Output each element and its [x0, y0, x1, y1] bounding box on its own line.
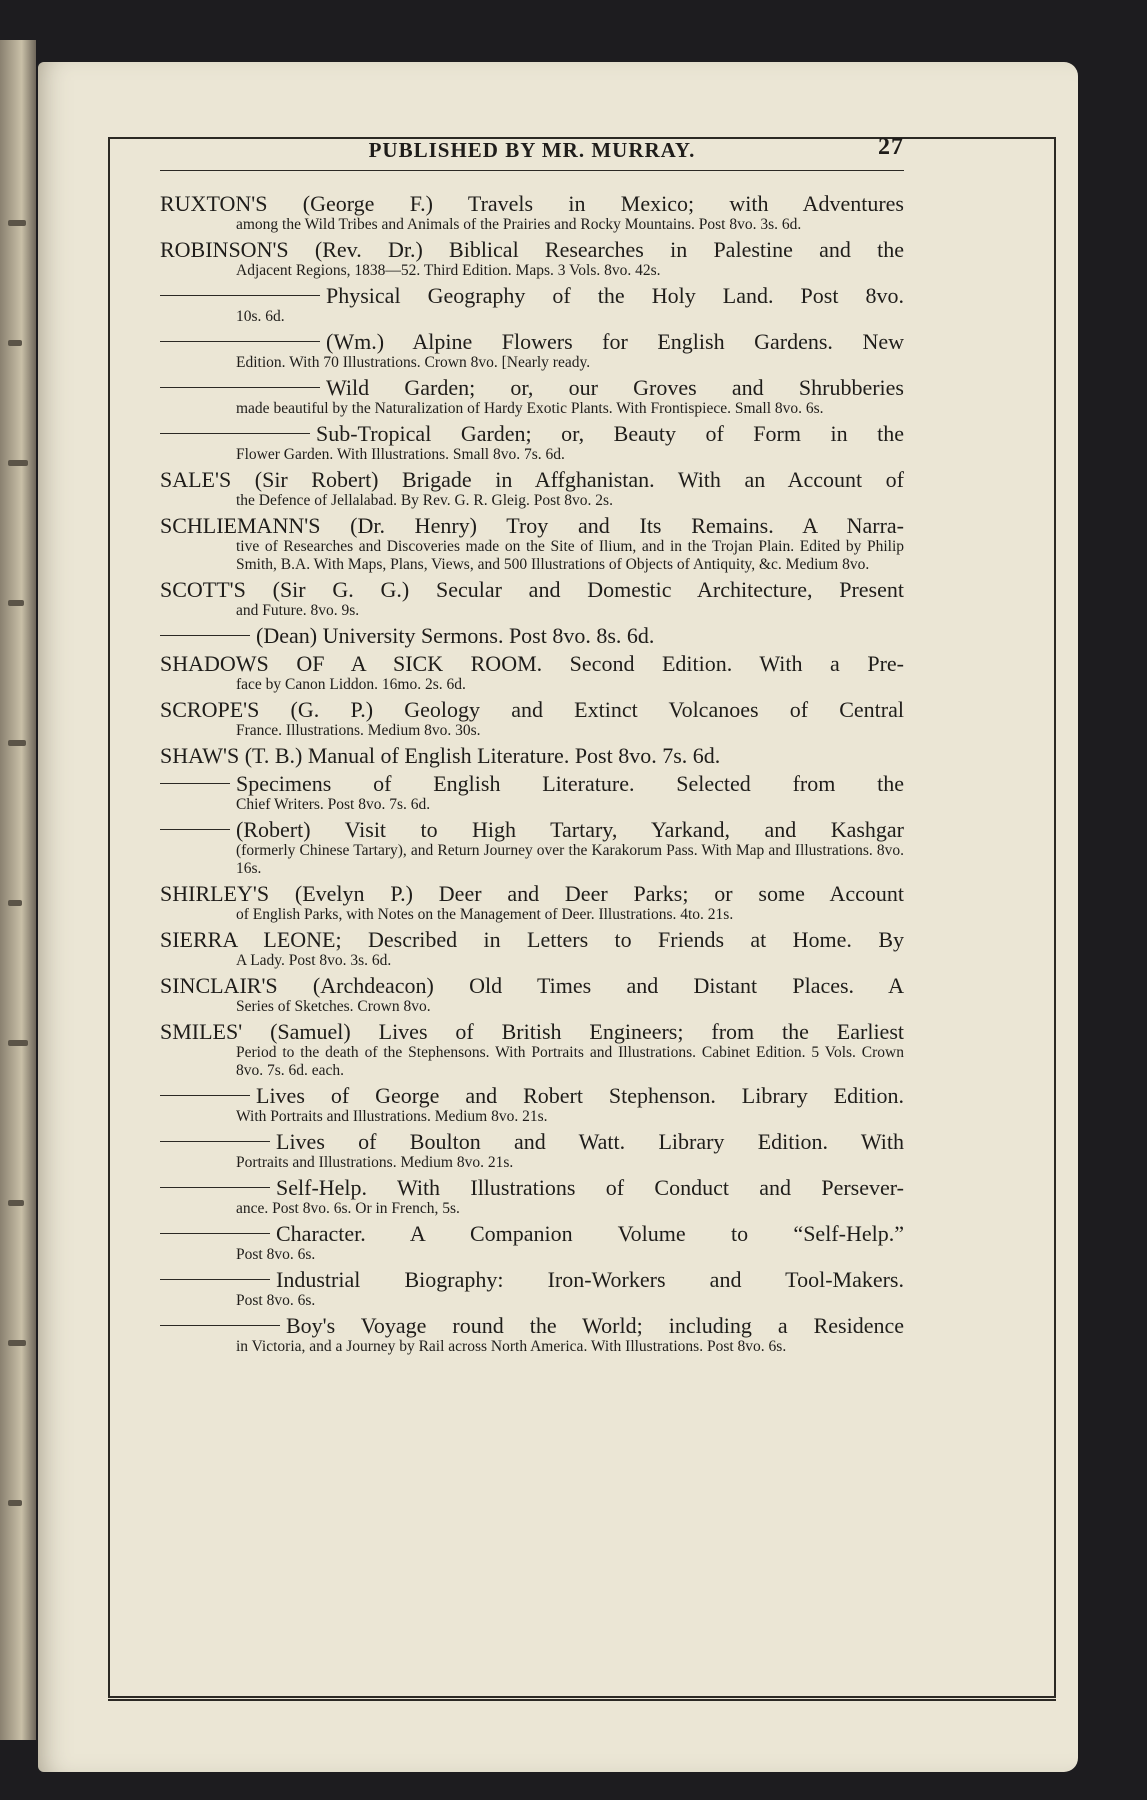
entry-title: SINCLAIR'S (Archdeacon) Old Times and Distant Places. A [160, 973, 904, 998]
entry-details: face by Canon Liddon. 16mo. 2s. 6d. [236, 676, 466, 693]
entry-title: Physical Geography of the Holy Land. Post 8vo. [160, 283, 904, 308]
entry-title: Character. A Companion Volume to “Self-Help.” [160, 1221, 904, 1246]
ditto-dash [160, 295, 320, 296]
ditto-dash [160, 635, 250, 636]
catalogue-entry [160, 1221, 904, 1264]
entry-details: ance. Post 8vo. 6s. Or in French, 5s. [236, 1200, 460, 1217]
catalogue-entry [160, 1313, 904, 1356]
entry-details: Chief Writers. Post 8vo. 7s. 6d. [236, 796, 431, 813]
catalogue-entry [160, 237, 904, 280]
page-border-rule [108, 1699, 1056, 1701]
entry-title: Lives of George and Robert Stephenson. Library Edition. [160, 1083, 904, 1108]
entry-title: SMILES' (Samuel) Lives of British Engineers; from the Earliest [160, 1019, 904, 1044]
catalogue-entry [160, 1267, 904, 1310]
entry-details: tive of Researches and Discoveries made on the Site of Ilium, and in the Trojan Plain. Edited by Philip Smith, B.A. With Maps, Plans, Views, and 500 Illustrations of Objects of Antiquity, &c. Medium 8vo. [236, 538, 904, 573]
entry-details: Portraits and Illustrations. Medium 8vo. 21s. [236, 1154, 514, 1171]
entry-title: SIERRA LEONE; Described in Letters to Friends at Home. By [160, 927, 904, 952]
catalogue-entry [160, 1083, 904, 1126]
catalogue-entry [160, 329, 904, 372]
catalogue-entry [160, 973, 904, 1016]
entry-details: Adjacent Regions, 1838—52. Third Edition. Maps. 3 Vols. 8vo. 42s. [236, 262, 661, 279]
entry-details: Flower Garden. With Illustrations. Small 8vo. 7s. 6d. [236, 446, 565, 463]
entry-details: A Lady. Post 8vo. 3s. 6d. [236, 952, 392, 969]
entry-title: Self-Help. With Illustrations of Conduct and Persever- [160, 1175, 904, 1200]
catalogue-entry [160, 283, 904, 326]
facing-page-edge [0, 40, 36, 1740]
ditto-dash [160, 1279, 270, 1280]
ditto-dash [160, 829, 230, 830]
entry-title: Industrial Biography: Iron-Workers and Tool-Makers. [160, 1267, 904, 1292]
entry-title: SCROPE'S (G. P.) Geology and Extinct Volcanoes of Central [160, 697, 904, 722]
entry-details: Post 8vo. 6s. [236, 1246, 316, 1263]
ditto-dash [160, 1095, 250, 1096]
entry-details: 10s. 6d. [236, 308, 285, 325]
entry-details: Post 8vo. 6s. [236, 1292, 316, 1309]
entry-details: With Portraits and Illustrations. Medium 8vo. 21s. [236, 1108, 548, 1125]
ditto-dash [160, 1187, 270, 1188]
catalogue-entry [160, 743, 904, 768]
ditto-dash [160, 1325, 280, 1326]
entry-details: among the Wild Tribes and Animals of the Prairies and Rocky Mountains. Post 8vo. 3s. 6d. [236, 216, 802, 233]
entry-details: of English Parks, with Notes on the Management of Deer. Illustrations. 4to. 21s. [236, 906, 734, 923]
catalogue-entry [160, 1175, 904, 1218]
ditto-dash [160, 1141, 270, 1142]
page-header [160, 128, 904, 168]
entry-title: SHAW'S (T. B.) Manual of English Literature. Post 8vo. 7s. 6d. [160, 743, 721, 768]
entry-title: RUXTON'S (George F.) Travels in Mexico; with Adventures [160, 191, 904, 216]
catalogue-entry [160, 697, 904, 740]
entry-title: Lives of Boulton and Watt. Library Edition. With [160, 1129, 904, 1154]
catalogue-entry [160, 1129, 904, 1172]
entry-title: (Robert) Visit to High Tartary, Yarkand, and Kashgar [160, 817, 904, 842]
entry-details: made beautiful by the Naturalization of Hardy Exotic Plants. With Frontispiece. Small 8vo. 6s. [236, 400, 824, 417]
catalogue-entry [160, 817, 904, 878]
running-title: PUBLISHED BY MR. MURRAY. [368, 138, 696, 162]
catalogue-entry [160, 927, 904, 970]
entry-details: Series of Sketches. Crown 8vo. [236, 998, 431, 1015]
catalogue-entry [160, 1019, 904, 1080]
entry-title: (Dean) University Sermons. Post 8vo. 8s. 6d. [160, 623, 904, 648]
entry-title: Specimens of English Literature. Selected from the [160, 771, 904, 796]
ditto-dash [160, 341, 320, 342]
catalogue-entry [160, 577, 904, 620]
entry-title: SHIRLEY'S (Evelyn P.) Deer and Deer Parks; or some Account [160, 881, 904, 906]
entry-title: SALE'S (Sir Robert) Brigade in Affghanistan. With an Account of [160, 467, 904, 492]
ditto-dash [160, 1233, 270, 1234]
entry-details: in Victoria, and a Journey by Rail across North America. With Illustrations. Post 8vo. 6s. [236, 1338, 787, 1355]
catalogue-entry [160, 651, 904, 694]
catalogue-entry [160, 513, 904, 574]
page-number: 27 [878, 134, 904, 160]
catalogue-entry [160, 771, 904, 814]
entry-title: SCOTT'S (Sir G. G.) Secular and Domestic Architecture, Present [160, 577, 904, 602]
entry-details: Period to the death of the Stephensons. With Portraits and Illustrations. Cabinet Edition. 5 Vols. Crown 8vo. 7s. 6d. each. [236, 1044, 904, 1079]
entry-title: ROBINSON'S (Rev. Dr.) Biblical Researches in Palestine and the [160, 237, 904, 262]
entry-title: SCHLIEMANN'S (Dr. Henry) Troy and Its Remains. A Narra- [160, 513, 904, 538]
catalogue-entry [160, 375, 904, 418]
entry-title: Sub-Tropical Garden; or, Beauty of Form in the [160, 421, 904, 446]
catalogue-entry [160, 421, 904, 464]
catalogue-content [160, 128, 904, 1359]
entry-details: Edition. With 70 Illustrations. Crown 8vo. [Nearly ready. [236, 354, 591, 371]
catalogue-entry [160, 191, 904, 234]
entry-details: France. Illustrations. Medium 8vo. 30s. [236, 722, 481, 739]
header-rule [160, 170, 904, 171]
catalogue-entry [160, 467, 904, 510]
entry-details: and Future. 8vo. 9s. [236, 602, 360, 619]
entry-title: SHADOWS OF A SICK ROOM. Second Edition. With a Pre- [160, 651, 904, 676]
catalogue-entry [160, 623, 904, 648]
catalogue-entry [160, 881, 904, 924]
entry-title: Wild Garden; or, our Groves and Shrubberies [160, 375, 904, 400]
entry-details: the Defence of Jellalabad. By Rev. G. R. Gleig. Post 8vo. 2s. [236, 492, 613, 509]
entry-title: Boy's Voyage round the World; including a Residence [160, 1313, 904, 1338]
ditto-dash [160, 783, 230, 784]
entry-title: (Wm.) Alpine Flowers for English Gardens. New [160, 329, 904, 354]
ditto-dash [160, 433, 310, 434]
ditto-dash [160, 387, 320, 388]
entry-details: (formerly Chinese Tartary), and Return Journey over the Karakorum Pass. With Map and Illustrations. 8vo. 16s. [236, 842, 904, 877]
